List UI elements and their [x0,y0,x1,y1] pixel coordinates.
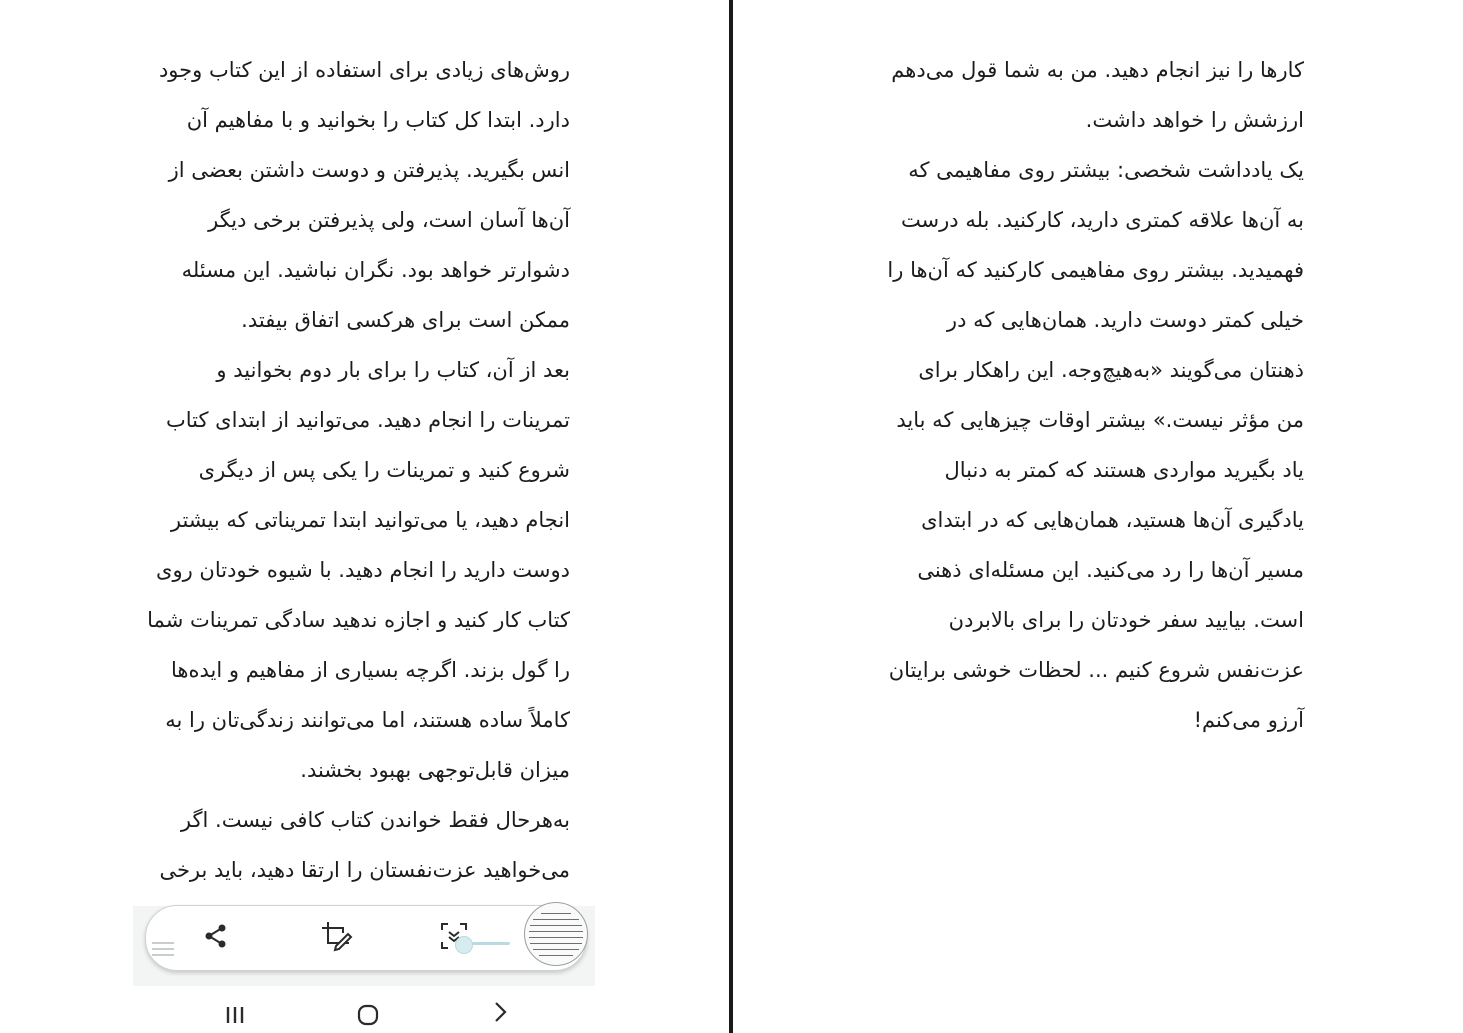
text-line: عزت‌نفس شروع کنیم ... لحظات خوشی برایتان [888,658,1304,682]
drag-handle-icon[interactable] [150,938,176,960]
recents-icon[interactable] [215,1000,255,1030]
text-line: مسیر آن‌ها را رد می‌کنید. این مسئله‌ای ذهنی [917,558,1304,582]
text-line: انجام دهید، یا می‌توانید ابتدا تمریناتی که بیشتر [170,508,570,532]
screenshot-thumbnail[interactable] [524,902,588,966]
text-line: روش‌های زیادی برای استفاده از این کتاب وجود [158,58,570,82]
crop-edit-icon[interactable] [318,918,354,954]
text-line: یک یادداشت شخصی: بیشتر روی مفاهیمی که [908,158,1304,182]
text-line: خیلی کمتر دوست دارید. همان‌هایی که در [946,308,1304,332]
text-line: دارد. ابتدا کل کتاب را بخوانید و با مفاهیم آن [186,108,570,132]
text-line: کتاب کار کنید و اجازه ندهید سادگی تمرینات شما [147,608,570,632]
text-line: ارزشش را خواهد داشت. [1085,108,1304,132]
left-book-page [0,0,730,1033]
capture-progress-knob[interactable] [455,936,473,954]
text-line: می‌خواهید عزت‌نفستان را ارتقا دهید، باید برخی [159,858,570,882]
text-line: به‌هرحال فقط خواندن کتاب کافی نیست. اگر [180,808,570,832]
page-divider [729,0,733,1033]
text-line: کارها را نیز انجام دهید. من به شما قول می‌دهم [891,58,1304,82]
text-line: آن‌ها آسان است، ولی پذیرفتن برخی دیگر [208,208,570,232]
text-line: آرزو می‌کنم! [1193,708,1304,732]
text-line: میزان قابل‌توجهی بهبود بخشند. [300,758,570,782]
share-icon[interactable] [198,918,234,954]
text-line: را گول بزند. اگرچه بسیاری از مفاهیم و ایده‌ها [171,658,570,682]
right-book-page [734,0,1464,1033]
text-line: دوست دارید را انجام دهید. با شیوه خودتان روی [156,558,570,582]
text-line: فهمیدید. بیشتر روی مفاهیمی کارکنید که آن‌ها را [887,258,1304,282]
text-line: تمرینات را انجام دهید. می‌توانید از ابتدای کتاب [166,408,570,432]
text-line: یادگیری آن‌ها هستید، همان‌هایی که در ابتدای [921,508,1304,532]
text-line: بعد از آن، کتاب را برای بار دوم بخوانید و [216,358,570,382]
left-page-text [147,0,570,900]
text-line: کاملاً ساده هستند، اما می‌توانند زندگی‌تان را به [165,708,570,732]
text-line: است. بیایید سفر خودتان را برای بالابردن [948,608,1304,632]
text-line: یاد بگیرید مواردی هستند که کمتر به دنبال [944,458,1304,482]
text-line: به آن‌ها علاقه کمتری دارید، کارکنید. بله درست [900,208,1304,232]
text-line: انس بگیرید. پذیرفتن و دوست داشتن بعضی از [168,158,570,182]
text-line: شروع کنید و تمرینات را یکی پس از دیگری [198,458,570,482]
right-page-text [884,0,1304,760]
text-line: من مؤثر نیست.» بیشتر اوقات چیزهایی که باید [896,408,1304,432]
text-line: دشوارتر خواهد بود. نگران نباشید. این مسئله [181,258,570,282]
back-icon[interactable] [480,997,520,1027]
text-line: ذهنتان می‌گویند «به‌هیچ‌وجه. این راهکار برای [918,358,1304,382]
text-line: ممکن است برای هرکسی اتفاق بیفتد. [241,308,570,332]
home-icon[interactable] [348,1000,388,1030]
